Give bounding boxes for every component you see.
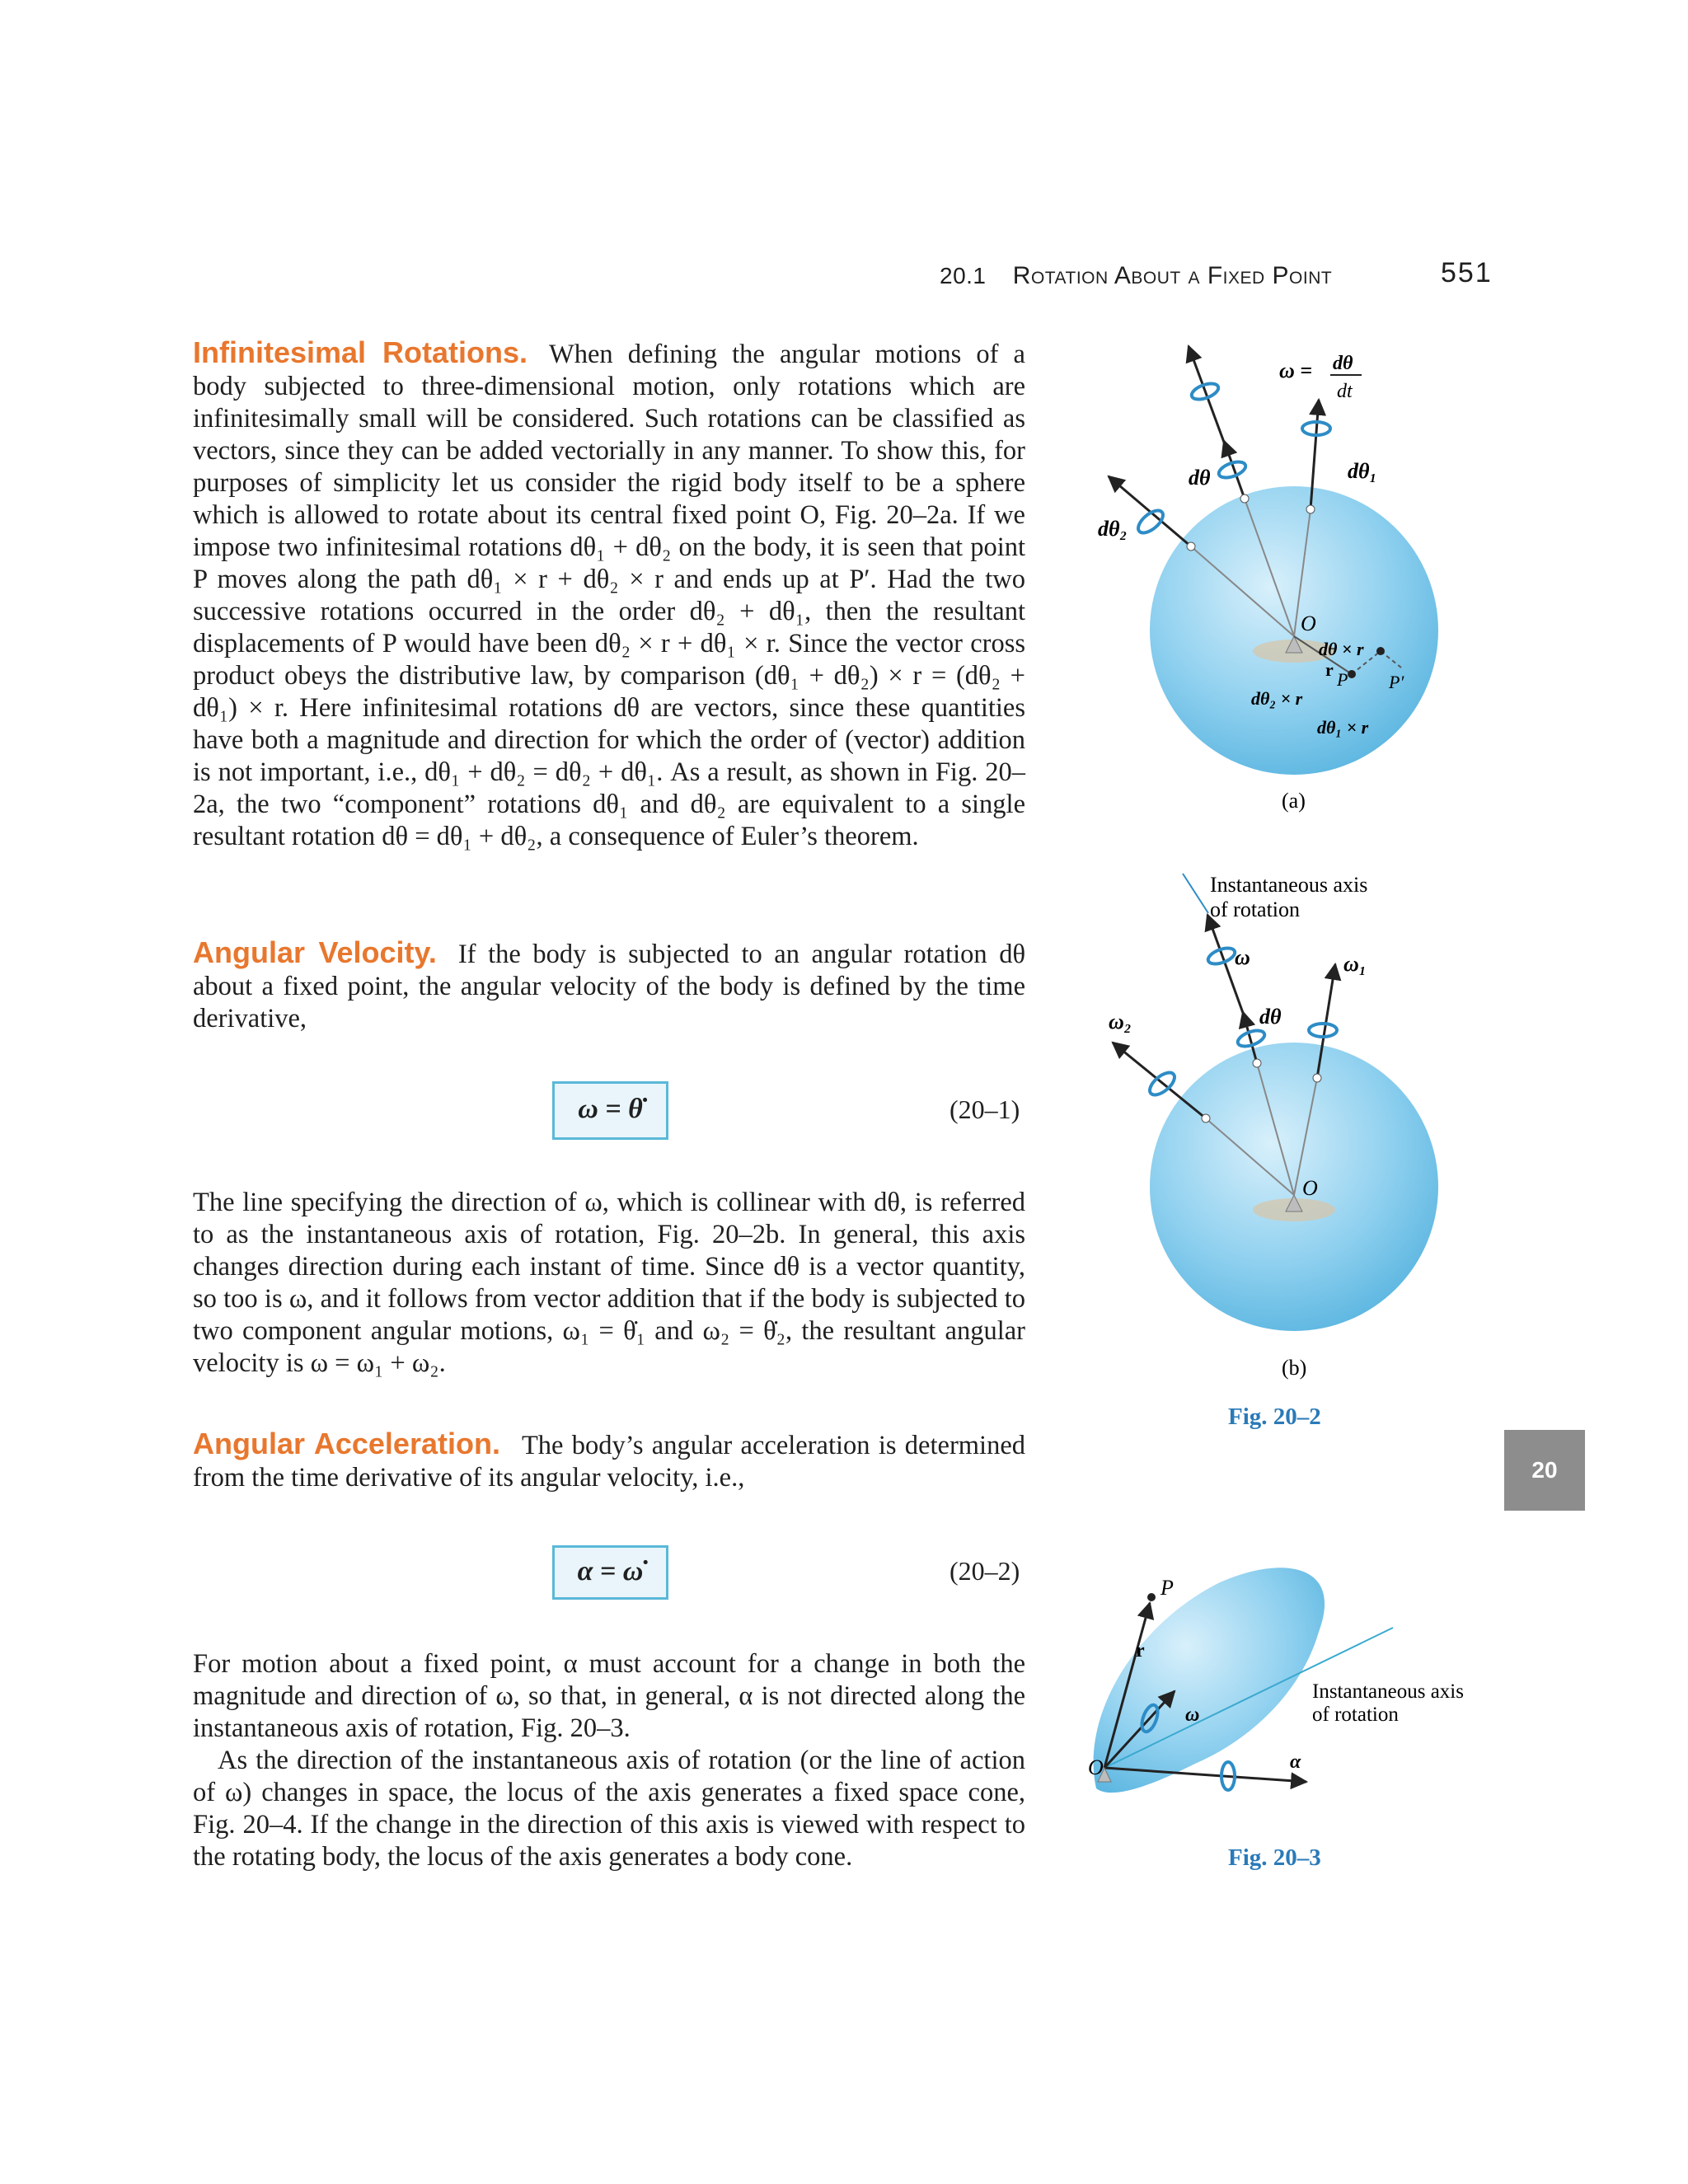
axis-label-line1: Instantaneous axis	[1312, 1680, 1464, 1703]
paragraph-infinitesimal: When defining the angular motions of a body subjected to three-dimensional motion, only rotations which are infinitesimally small will be considered. Such rotations can be classified as vectors, since they can be added vectorially in any manner. To show this, for purposes of simplicity let us consider the rigid body itself to be a sphere which is allowed to rotate about its central fixed point O, Fig. 20–2a. If we impose two infinitesimal rotations dθ₁ + dθ₂ on the body, it is seen that point P moves along the path dθ₁ × r + dθ₂ × r and ends up at P′. Had the two successive rotations occurred in the order dθ₂ + dθ₁, then the resultant displacements of P would have been dθ₂ × r + dθ₁ × r. Since the vector cross product obeys the distributive law, by comparison (dθ₁ + dθ₂) × r = (dθ₂ + dθ₁) × r. Here infinitesimal rotations dθ are vectors, since these quantities have both a magnitude and direction for which the order of (vector) addition is not important, i.e., dθ₁ + dθ₂ = dθ₂ + dθ₁. As a result, as shown in Fig. 20–2a, the two “component” rotations dθ₁ and dθ₂ are equivalent to a single resultant rotation dθ = dθ₁ + dθ₂, a consequence of Euler’s theorem.	[193, 340, 1025, 851]
figure-20-2a	[1096, 330, 1508, 824]
subfigure-label-a: (a)	[1282, 789, 1306, 813]
label-dtheta: dθ	[1189, 466, 1211, 490]
label-O: O	[1088, 1755, 1104, 1779]
label-P-prime: P′	[1389, 672, 1404, 692]
instantaneous-axis-line	[1183, 874, 1208, 913]
label-P: P	[1160, 1576, 1174, 1600]
label-omega: ω	[1185, 1704, 1200, 1726]
paragraph-alpha-direction: For motion about a fixed point, α must account for a change in both the magnitude and direction of ω, so that, in general, α is not directed along the instantaneous axis of rotation, Fig. 20–3.	[193, 1649, 1025, 1743]
paragraph-angular-acceleration: The body’s angular acceleration is determined from the time derivative of its angular velocity, i.e.,	[193, 1431, 1025, 1493]
page-number: 551	[1441, 257, 1493, 288]
sphere	[1150, 1043, 1438, 1331]
label-r: r	[1136, 1640, 1145, 1661]
label-dtheta2-x-r: dθ₂ × r	[1251, 688, 1303, 709]
label-omega: ω	[1235, 945, 1250, 969]
axis-label-line2: of rotation	[1210, 898, 1301, 921]
paragraph-instantaneous-axis: The line specifying the direction of ω, which is collinear with dθ, is referred to as the instantaneous axis of rotation, Fig. 20–2b. In general, this axis changes direction during each instant of time. Since dθ is a vector quantity, so too is ω, and it follows from vector addition that if the body is subjected to two component angular motions, ω₁ = θ̇₁ and ω₂ = θ̇₂, the resultant angular velocity is ω = ω₁ + ω₂.	[193, 1188, 1025, 1378]
equation-number-20-2: (20–2)	[950, 1556, 1020, 1586]
omega2-vector	[1113, 1043, 1206, 1118]
label-dtheta1: dθ₁	[1348, 459, 1377, 483]
equation-number-20-1: (20–1)	[950, 1094, 1020, 1124]
figure-20-3-caption: Fig. 20–3	[1228, 1844, 1321, 1871]
label-P: P	[1337, 669, 1348, 690]
label-O: O	[1302, 1176, 1318, 1200]
equation-20-1: ω = θ̇	[552, 1081, 668, 1140]
omega-fraction-den: dt	[1337, 381, 1353, 402]
infinitesimal-rotations-block	[193, 336, 1025, 853]
heading-angular-velocity: Angular Velocity.	[193, 935, 437, 969]
section-number: 20.1	[940, 263, 987, 288]
label-r: r	[1325, 659, 1334, 680]
label-dtheta-x-r: dθ × r	[1319, 639, 1364, 659]
subfigure-label-b: (b)	[1282, 1356, 1307, 1380]
running-header	[940, 262, 1517, 290]
angular-velocity-continued	[193, 1187, 1025, 1380]
axis-label-line2: of rotation	[1312, 1704, 1399, 1726]
heading-infinitesimal-rotations: Infinitesimal Rotations.	[193, 335, 528, 369]
omega-eq-label: ω =	[1279, 359, 1313, 382]
angular-acceleration-block	[193, 1427, 1025, 1494]
label-dtheta1-x-r: dθ₁ × r	[1317, 717, 1369, 738]
omega-fraction-num: dθ	[1333, 353, 1353, 374]
paragraph-angular-velocity: If the body is subjected to an angular rotation dθ about a fixed point, the angular velocity of the body is defined by the time derivative,	[193, 940, 1026, 1033]
label-omega2: ω₂	[1109, 1010, 1132, 1033]
label-O: O	[1301, 612, 1316, 635]
chapter-tab: 20	[1504, 1430, 1585, 1511]
figure-20-3	[1071, 1549, 1533, 1830]
angular-acceleration-continued	[193, 1648, 1025, 1873]
label-dtheta: dθ	[1259, 1005, 1282, 1029]
section-title: Rotation About a Fixed Point	[1012, 262, 1333, 289]
figure-20-2b	[1096, 865, 1558, 1393]
heading-angular-acceleration: Angular Acceleration.	[193, 1427, 500, 1460]
label-dtheta2: dθ₂	[1098, 517, 1128, 541]
axis-label-line1: Instantaneous axis	[1210, 873, 1368, 897]
label-omega1: ω₁	[1343, 952, 1367, 976]
equation-20-2: α = ω̇	[552, 1545, 668, 1600]
label-alpha: α	[1290, 1751, 1301, 1773]
figure-20-2-caption: Fig. 20–2	[1228, 1404, 1321, 1430]
paragraph-space-cone: As the direction of the instantaneous axis of rotation (or the line of action of ω) changes in space, the locus of the axis generates a fixed space cone, Fig. 20–4. If the change in the direction of this axis is viewed with respect to the rotating body, the locus of the axis generates a body cone.	[193, 1746, 1025, 1872]
angular-velocity-block	[193, 936, 1025, 1035]
